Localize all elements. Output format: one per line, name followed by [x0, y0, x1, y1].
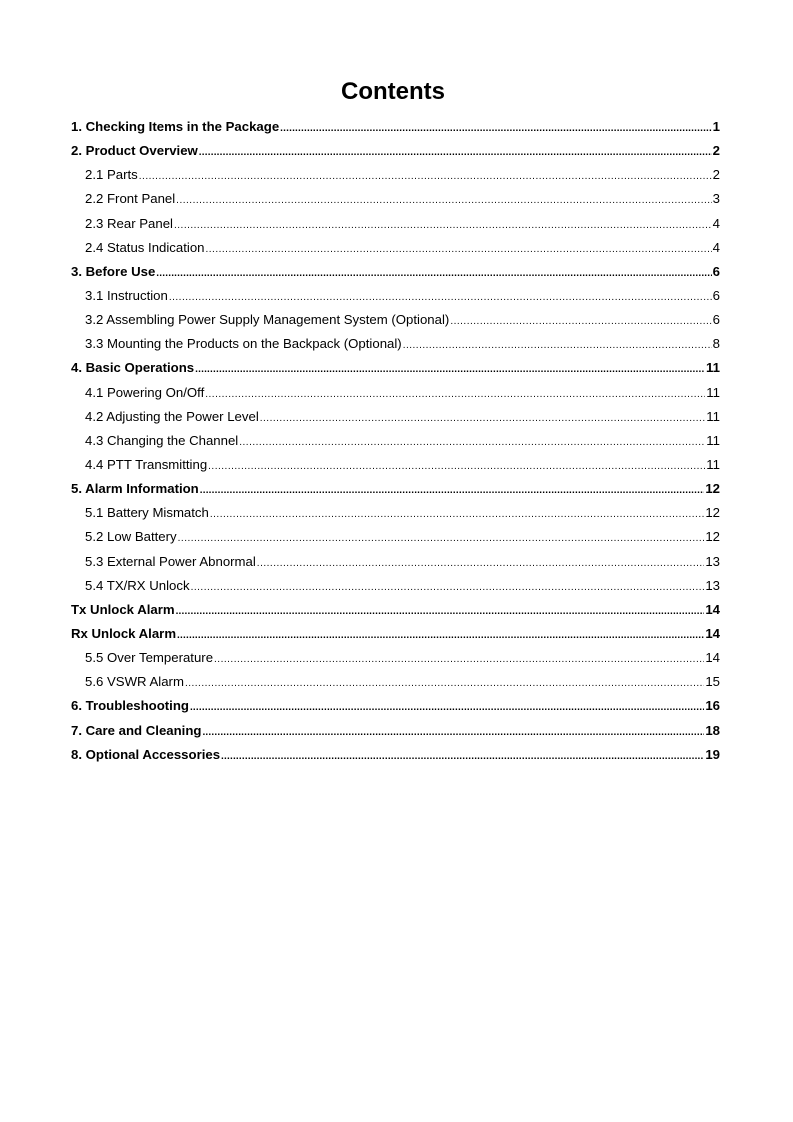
toc-entry-page-number: 2	[712, 167, 720, 183]
toc-entry-page-number: 2	[712, 143, 720, 159]
toc-dot-leader	[191, 576, 705, 598]
toc-entry-section[interactable]	[71, 212, 720, 236]
toc-entry-section[interactable]	[71, 187, 720, 211]
toc-dot-leader	[169, 286, 712, 308]
toc-entry-section[interactable]	[71, 525, 720, 549]
toc-dot-leader	[280, 117, 712, 139]
toc-entry-section[interactable]	[71, 453, 720, 477]
toc-entry-page-number: 13	[705, 553, 720, 569]
toc-entry-label: 5. Alarm Information	[71, 481, 199, 497]
toc-entry-page-number: 6	[712, 263, 720, 279]
toc-entry-label: 1. Checking Items in the Package	[71, 119, 280, 134]
toc-entry-page-number: 11	[706, 384, 720, 400]
toc-entry-label: 4. Basic Operations	[71, 360, 195, 376]
toc-entry-label: Rx Unlock Alarm	[71, 625, 177, 641]
toc-entry-label: Tx Unlock Alarm	[71, 601, 175, 617]
toc-entry-label: 2. Product Overview	[71, 143, 198, 159]
toc-entry-section[interactable]	[71, 646, 720, 670]
toc-entry-label: 2.3 Rear Panel	[85, 215, 173, 231]
toc-dot-leader	[139, 165, 712, 187]
toc-dot-leader	[403, 334, 712, 356]
toc-entry-label: 3.3 Mounting the Products on the Backpack (Optional)	[85, 336, 402, 352]
toc-entry-section[interactable]	[71, 429, 720, 453]
toc-dot-leader	[208, 455, 705, 477]
toc-entry-page-number: 15	[705, 674, 720, 690]
toc-dot-leader	[239, 431, 705, 453]
toc-entry-page-number: 14	[705, 601, 720, 617]
toc-dot-leader	[200, 479, 705, 501]
toc-entry-page-number: 11	[706, 408, 720, 424]
toc-entry-label: 3. Before Use	[71, 263, 156, 279]
toc-entry-label: 5.3 External Power Abnormal	[85, 553, 256, 569]
toc-entry-chapter[interactable]	[71, 115, 720, 139]
toc-dot-leader	[185, 672, 704, 694]
toc-dot-leader	[214, 648, 704, 670]
toc-dot-leader	[190, 696, 704, 718]
toc-entry-chapter[interactable]	[71, 694, 720, 718]
toc-entry-label: 5.5 Over Temperature	[85, 650, 214, 666]
toc-entry-page-number: 14	[705, 625, 720, 641]
toc-entry-label: 4.1 Powering On/Off	[85, 384, 205, 400]
toc-dot-leader	[450, 310, 711, 332]
toc-entry-page-number: 12	[705, 529, 720, 545]
toc-entry-chapter[interactable]	[71, 477, 720, 501]
toc-entry-page-number: 18	[705, 722, 720, 738]
toc-entry-page-number: 6	[712, 312, 720, 328]
toc-entry-page-number: 11	[706, 360, 720, 376]
toc-dot-leader	[156, 262, 711, 284]
toc-dot-leader	[177, 624, 704, 646]
toc-entry-chapter[interactable]	[71, 719, 720, 743]
toc-entry-label: 5.1 Battery Mismatch	[85, 505, 209, 521]
toc-dot-leader	[178, 527, 705, 549]
toc-entry-label: 4.2 Adjusting the Power Level	[85, 408, 259, 424]
toc-entry-label: 6. Troubleshooting	[71, 698, 189, 714]
toc-entry-page-number: 16	[705, 698, 720, 714]
toc-dot-leader	[176, 189, 711, 211]
toc-entry-section[interactable]	[71, 405, 720, 429]
toc-entry-chapter[interactable]	[71, 260, 720, 284]
toc-entry-section[interactable]	[71, 574, 720, 598]
toc-entry-chapter[interactable]	[71, 622, 720, 646]
page-title: Contents	[341, 78, 445, 105]
toc-entry-chapter[interactable]	[71, 598, 720, 622]
toc-entry-label: 5.6 VSWR Alarm	[85, 674, 184, 690]
toc-entry-label: 7. Care and Cleaning	[71, 722, 202, 738]
toc-entry-label: 2.4 Status Indication	[85, 239, 205, 255]
toc-dot-leader	[195, 358, 705, 380]
toc-entry-page-number: 11	[706, 456, 720, 472]
toc-dot-leader	[260, 407, 706, 429]
toc-dot-leader	[176, 600, 705, 622]
toc-entry-page-number: 11	[706, 432, 720, 448]
toc-entry-page-number: 14	[705, 650, 720, 666]
toc-entry-label: 3.2 Assembling Power Supply Management System (Optional)	[85, 312, 450, 328]
toc-dot-leader	[205, 383, 705, 405]
toc-entry-page-number: 12	[705, 505, 720, 521]
toc-entry-label: 5.2 Low Battery	[85, 529, 177, 545]
toc-entry-page-number: 1	[712, 119, 720, 134]
toc-entry-chapter[interactable]	[71, 139, 720, 163]
toc-entry-page-number: 12	[705, 481, 720, 497]
toc-entry-section[interactable]	[71, 381, 720, 405]
toc-dot-leader	[257, 552, 705, 574]
toc-entry-label: 8. Optional Accessories	[71, 746, 221, 762]
toc-dot-leader	[206, 238, 712, 260]
toc-entry-page-number: 13	[705, 577, 720, 593]
toc-entry-section[interactable]	[71, 670, 720, 694]
toc-entry-section[interactable]	[71, 308, 720, 332]
toc-entry-page-number: 3	[712, 191, 720, 207]
toc-entry-chapter[interactable]	[71, 356, 720, 380]
toc-entry-label: 3.1 Instruction	[85, 287, 168, 303]
toc-dot-leader	[174, 214, 712, 236]
toc-entry-page-number: 6	[712, 287, 720, 303]
toc-entry-label: 2.1 Parts	[85, 167, 138, 183]
toc-dot-leader	[202, 721, 704, 743]
toc-entry-chapter[interactable]	[71, 743, 720, 767]
toc-dot-leader	[221, 745, 704, 767]
toc-entry-section[interactable]	[71, 284, 720, 308]
toc-entry-page-number: 4	[712, 215, 720, 231]
toc-entry-page-number: 8	[712, 336, 720, 352]
toc-entry-page-number: 4	[712, 239, 720, 255]
toc-entry-section[interactable]	[71, 163, 720, 187]
toc-entry-label: 2.2 Front Panel	[85, 191, 176, 207]
toc-dot-leader	[199, 141, 712, 163]
toc-entry-section[interactable]	[71, 236, 720, 260]
toc-entry-label: 4.4 PTT Transmitting	[85, 456, 208, 472]
table-of-contents	[71, 115, 720, 767]
toc-entry-section[interactable]	[71, 550, 720, 574]
toc-entry-section[interactable]	[71, 501, 720, 525]
toc-entry-label: 4.3 Changing the Channel	[85, 432, 239, 448]
toc-dot-leader	[210, 503, 704, 525]
toc-entry-page-number: 19	[705, 746, 720, 762]
toc-entry-label: 5.4 TX/RX Unlock	[85, 577, 190, 593]
toc-entry-section[interactable]	[71, 332, 720, 356]
